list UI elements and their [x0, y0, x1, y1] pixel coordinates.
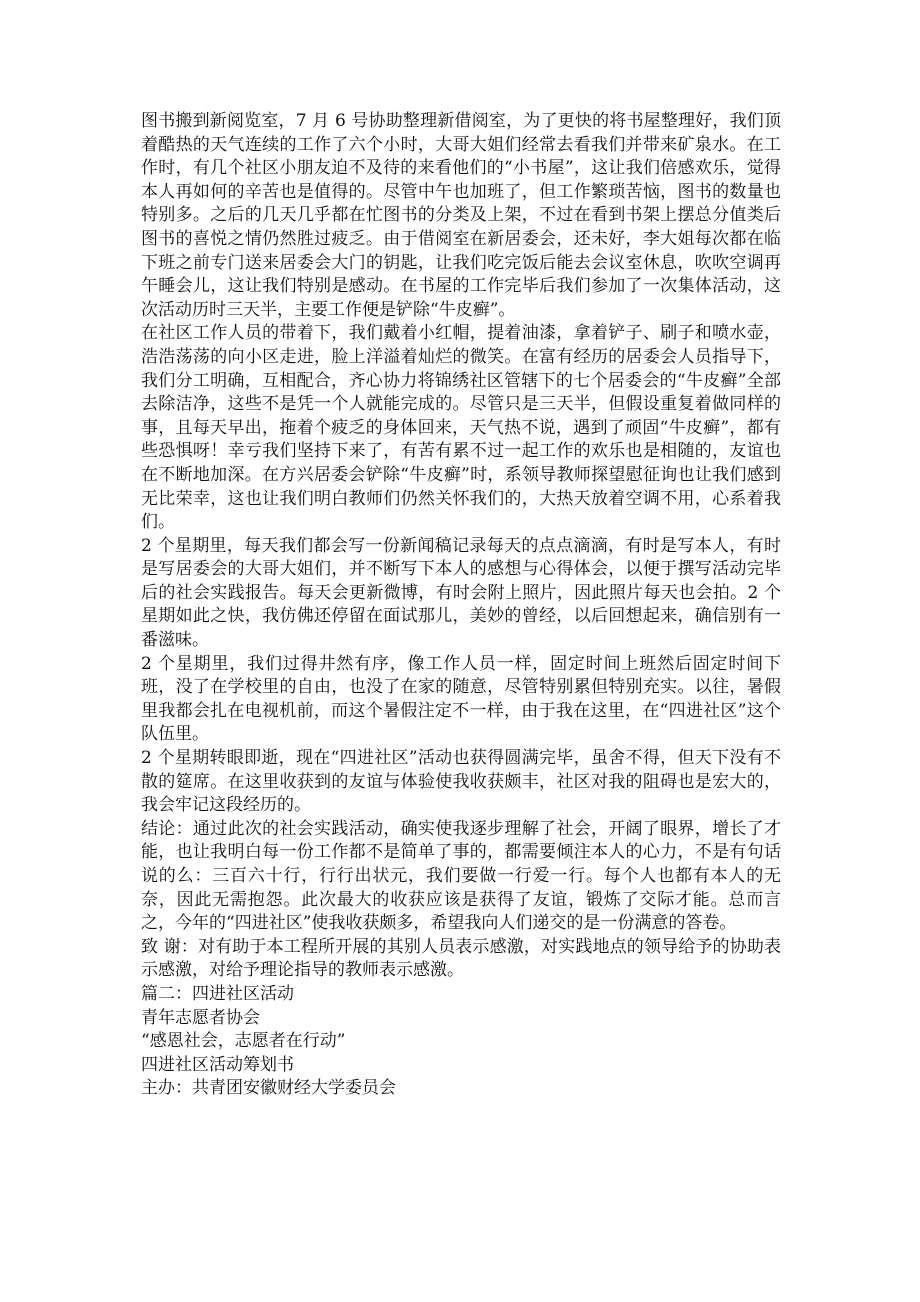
paragraph-routine: 2 个星期里，我们过得井然有序，像工作人员一样，固定时间上班然后固定时间下班，没了在学校里的自由，也没了在家的随意，尽管特别累但特别充实。以往，暑假里我都会扎在电视机前，而这个暑假注定不一样，由于我在这里，在“四进社区”这个队伍里。: [141, 653, 781, 745]
paragraph-news-writing: 2 个星期里，每天我们都会写一份新闻稿记录每天的点点滴滴，有时是写本人，有时是写居委会的大哥大姐们，并不断写下本人的感想与心得体会，以便于撰写活动完毕后的社会实践报告。每天会更新微博，有时会附上照片，因此照片每天也会拍。2 个星期如此之快，我仿佛还停留在面试那儿，美妙的曾经，以后回想起来，确信别有一番滋味。: [141, 535, 781, 651]
plan-title: 四进社区活动筹划书: [141, 1054, 294, 1075]
organizer-line: 主办：共青团安徽财经大学委员会: [141, 1078, 396, 1099]
slogan: “感恩社会，志愿者在行动”: [141, 1031, 346, 1052]
section-heading: 篇二：四进社区活动: [141, 983, 294, 1004]
paragraph-book-room: 图书搬到新阅览室，7 月 6 号协助整理新借阅室，为了更快的将书屋整理好，我们顶着酷热的天气连续的工作了六个小时，大哥大姐们经常去看我们并带来矿泉水。在工作时，有几个社区小朋友迫不及待的来看他们的“小书屋”，这让我们倍感欢乐，觉得本人再如何的辛苦也是值得的。尽管中午也加班了，但工作繁琐苦恼，图书的数量也特别多。之后的几天几乎都在忙图书的分类及上架，不过在看到书架上摆总分值类后图书的喜悦之情仍然胜过疲乏。由于借阅室在新居委会，还未好，李大姐每次都在临下班之前专门送来居委会大门的钥匙，让我们吃完饭后能去会议室休息，吹吹空调再午睡会儿，这让我们特别是感动。在书屋的工作完毕后我们参加了一次集体活动，这次活动历时三天半，主要工作便是铲除“牛皮癣”。: [141, 111, 781, 320]
document-body: [141, 110, 781, 1101]
paragraph-ending: 2 个星期转眼即逝，现在“四进社区”活动也获得圆满完毕，虽舍不得，但天下没有不散的筵席。在这里收获到的友谊与体验使我收获颇丰，社区对我的阻碍也是宏大的，我会牢记这段经历的。: [141, 748, 781, 816]
organization-name: 青年志愿者协会: [141, 1007, 260, 1028]
paragraph-cleanup-activity: 在社区工作人员的带着下，我们戴着小红帽，提着油漆，拿着铲子、刷子和喷水壶，浩浩荡荡的向小区走进，脸上洋溢着灿烂的微笑。在富有经历的居委会人员指导下，我们分工明确，互相配合，齐心协力将锦绣社区管辖下的七个居委会的“牛皮癣”全部去除洁净，这些不是凭一个人就能完成的。尽管只是三天半，但假设重复着做同样的事，且每天早出，拖着个疲乏的身体回来，天气热不说，遇到了顽固“牛皮癣”，都有些恐惧呀！幸亏我们坚持下来了，有苦有累不过一起工作的欢乐也是相随的，友谊也在不断地加深。在方兴居委会铲除“牛皮癣”时，系领导教师探望慰征询也让我们感到无比荣幸，这也让我们明白教师们仍然关怀我们的，大热天放着空调不用，心系着我们。: [141, 323, 781, 533]
paragraph-acknowledgement: 致 谢：对有助于本工程所开展的其别人员表示感激，对实践地点的领导给予的协助表示感激，对给予理论指导的教师表示感激。: [141, 936, 781, 981]
paragraph-conclusion: 结论：通过此次的社会实践活动，确实使我逐步理解了社会，开阔了眼界，增长了才能，也让我明白每一份工作都不是简单了事的，都需要倾注本人的心力，不是有句话说的么：三百六十行，行行出状元，我们要做一行爱一行。每个人也都有本人的无奈，因此无需抱怨。此次最大的收获应该是获得了友谊，锻炼了交际才能。总而言之，今年的“四进社区”使我收获颇多，希望我向人们递交的是一份满意的答卷。: [141, 818, 781, 934]
